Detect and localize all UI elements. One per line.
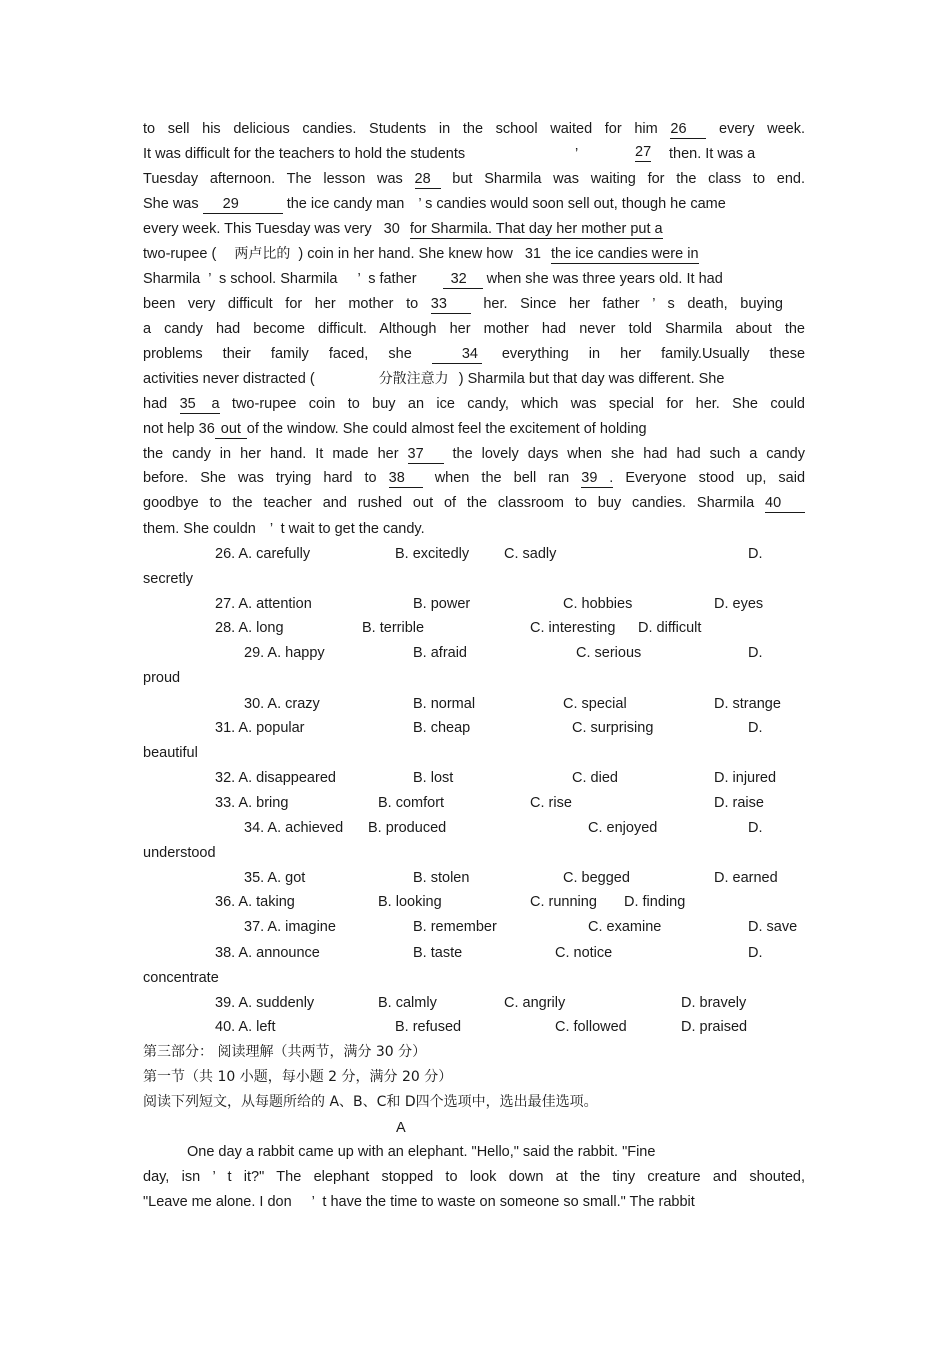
q37-option-c: C. examine (588, 919, 662, 935)
passage-line-12: had 35 a two-rupee coin to buy an ice candy, which was special for her. She could (143, 396, 805, 412)
passage-line-15: before. She was trying hard to 38 when the bell ran 39 . Everyone stood up, said (143, 470, 806, 486)
blank-28: 28 (415, 171, 441, 189)
q38-option-b: B. taste (413, 945, 463, 961)
q31-option-c: C. surprising (572, 720, 654, 736)
q31-option-a: 31. A. popular (215, 720, 305, 736)
q27-option-b: B. power (413, 596, 471, 612)
q29-option-a: 29. A. happy (244, 645, 325, 661)
q26-option-b: B. excitedly (395, 546, 470, 562)
blank-37: 37 (408, 446, 444, 464)
q38-option-d-text: concentrate (143, 970, 219, 986)
q36-option-c: C. running (530, 894, 597, 910)
q38-option-c: C. notice (555, 945, 613, 961)
q37-option-b: B. remember (413, 919, 497, 935)
chinese-gloss-rupee: 两卢比的 (234, 246, 291, 262)
q40-option-c: C. followed (555, 1019, 627, 1035)
blank-29: 29 (203, 196, 283, 214)
q38-option-d: D. (748, 945, 763, 961)
q35-option-d: D. earned (714, 870, 778, 886)
q31-option-d: D. (748, 720, 763, 736)
q32-option-a: 32. A. disappeared (215, 770, 336, 786)
q28-option-a: 28. A. long (215, 620, 284, 636)
q37-option-d: D. save (748, 919, 798, 935)
passage-line-11: activities never distracted ( 分散注意力 ) Sharmila but that day was different. She (143, 371, 725, 387)
q26-option-c: C. sadly (504, 546, 557, 562)
section1-heading: 第一节（共 10 小题，每小题 2 分，满分 20 分） (143, 1069, 453, 1085)
q31-option-d-text: beautiful (143, 745, 198, 761)
q39-option-c: C. angrily (504, 995, 566, 1011)
blank-33: 33 (431, 296, 471, 314)
q39-option-a: 39. A. suddenly (215, 995, 315, 1011)
q32-option-d: D. injured (714, 770, 777, 786)
q35-option-a: 35. A. got (244, 870, 306, 886)
blank-38: 38 (389, 470, 423, 488)
passage-line-6: two-rupee ( 两卢比的 ) coin in her hand. She knew how 31 the ice candies were in (143, 246, 699, 262)
blank-31: 31 (524, 246, 541, 262)
q26-option-d-text: secretly (143, 571, 193, 587)
q26-option-a: 26. A. carefully (215, 546, 311, 562)
blank-32: 32 (443, 271, 483, 289)
blank-35: 35 a (179, 396, 220, 412)
q32-option-b: B. lost (413, 770, 454, 786)
q29-option-c: C. serious (576, 645, 642, 661)
blank-34: 34 (432, 346, 482, 364)
q38-option-a: 38. A. announce (215, 945, 320, 961)
q30-option-c: C. special (563, 696, 627, 712)
reading-a-line-1: One day a rabbit came up with an elephant. "Hello," said the rabbit. "Fine (187, 1144, 656, 1160)
q29-option-d: D. (748, 645, 763, 661)
passage-line-7: Sharmila ’ s school. Sharmila ’ s father 32 when she was three years old. It had (143, 271, 723, 287)
q40-option-b: B. refused (395, 1019, 462, 1035)
q37-option-a: 37. A. imagine (244, 919, 336, 935)
q32-option-c: C. died (572, 770, 618, 786)
q29-option-d-text: proud (143, 670, 181, 686)
passage-line-16: goodbye to the teacher and rushed out of the classroom to buy candies. Sharmila 40 (143, 493, 805, 513)
q29-option-b: B. afraid (413, 645, 467, 661)
q30-option-b: B. normal (413, 696, 476, 712)
blank-36: out (215, 421, 247, 439)
q26-option-d: D. (748, 546, 763, 562)
passage-line-14: the candy in her hand. It made her 37 the lovely days when she had had such a candy (143, 446, 805, 462)
blank-26: 26 (670, 121, 706, 139)
q34-option-d: D. (748, 820, 763, 836)
q34-option-b: B. produced (368, 820, 447, 836)
blank-39: 39 . (581, 470, 614, 486)
q27-option-c: C. hobbies (563, 596, 633, 612)
chinese-gloss-distracted: 分散注意力 (378, 371, 449, 387)
blank-27: 27 (635, 144, 652, 160)
q27-option-d: D. eyes (714, 596, 764, 612)
blank-30: 30 (383, 221, 400, 237)
q40-option-d: D. praised (681, 1019, 748, 1035)
q28-option-b: B. terrible (362, 620, 425, 636)
q33-option-c: C. rise (530, 795, 572, 811)
q33-option-b: B. comfort (378, 795, 445, 811)
passage-line-2: It was difficult for the teachers to hold the students ’ 27 then. It was a (143, 144, 756, 162)
passage-line-5: every week. This Tuesday was very 30 for Sharmila. That day her mother put a (143, 221, 663, 237)
q40-option-a: 40. A. left (215, 1019, 276, 1035)
q33-option-a: 33. A. bring (215, 795, 289, 811)
q28-option-d: D. difficult (638, 620, 702, 636)
q36-option-a: 36. A. taking (215, 894, 295, 910)
passage-line-3: Tuesday afternoon. The lesson was 28 but Sharmila was waiting for the class to end. (143, 171, 805, 187)
q35-option-c: C. begged (563, 870, 630, 886)
q31-option-b: B. cheap (413, 720, 471, 736)
passage-line-1: to sell his delicious candies. Students in the school waited for him 26 every week. (143, 121, 806, 137)
q28-option-c: C. interesting (530, 620, 616, 636)
q34-option-d-text: understood (143, 845, 216, 861)
reading-a-line-3: "Leave me alone. I don ’ t have the time to waste on someone so small." The rabbit (143, 1194, 695, 1210)
part3-heading: 第三部分： 阅读理解（共两节，满分 30 分） (143, 1044, 427, 1060)
instructions: 阅读下列短文，从每题所给的 A、B、C和 D四个选项中，选出最佳选项。 (143, 1094, 598, 1110)
passage-line-4: She was 29 the ice candy man ’ s candies would soon sell out, though he came (143, 196, 726, 212)
q33-option-d: D. raise (714, 795, 764, 811)
q36-option-d: D. finding (624, 894, 686, 910)
blank-40: 40 (765, 495, 805, 513)
q39-option-b: B. calmly (378, 995, 437, 1011)
passage-a-label: A (396, 1120, 406, 1136)
q30-option-d: D. strange (714, 696, 781, 712)
passage-line-13: not help 36 out of the window. She could almost feel the excitement of holding (143, 421, 647, 437)
q27-option-a: 27. A. attention (215, 596, 312, 612)
q30-option-a: 30. A. crazy (244, 696, 320, 712)
q35-option-b: B. stolen (413, 870, 470, 886)
q39-option-d: D. bravely (681, 995, 747, 1011)
q34-option-a: 34. A. achieved (244, 820, 344, 836)
passage-line-17: them. She couldn ’ t wait to get the candy. (143, 521, 425, 537)
q36-option-b: B. looking (378, 894, 442, 910)
q34-option-c: C. enjoyed (588, 820, 658, 836)
passage-line-10: problems their family faced, she 34 everything in her family.Usually these (143, 346, 806, 362)
passage-line-8: been very difficult for her mother to 33 her. Since her father ’ s death, buying (143, 296, 783, 312)
passage-line-9: a candy had become difficult. Although her mother had never told Sharmila about the (143, 321, 805, 337)
reading-a-line-2: day, isn ’ t it?" The elephant stopped to look down at the tiny creature and shouted, (143, 1169, 806, 1185)
